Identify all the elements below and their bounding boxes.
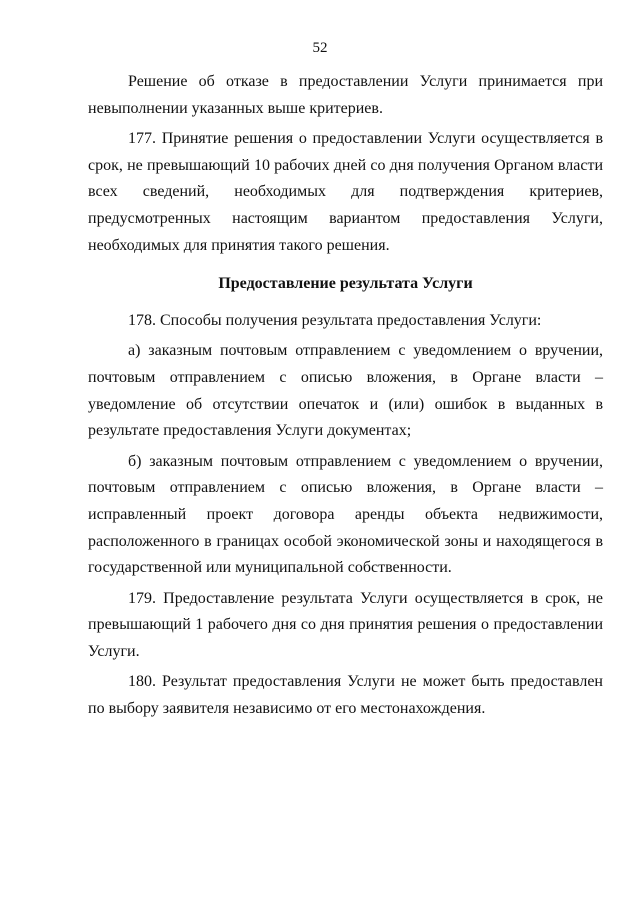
paragraph-177: 177. Принятие решения о предоставлении Услуги осуществляется в срок, не превышающий 10 рабочих дней со дня получения Органом власти всех сведений, необходимых для подтверждения критериев, предусмотренных настоящим вариантом предоставления Услуги, необходимых для принятия такого решения.	[88, 130, 603, 254]
paragraph-178: 178. Способы получения результата предоставления Услуги:	[128, 311, 542, 329]
page-number: 52	[312, 40, 328, 56]
paragraph-178-b: б) заказным почтовым отправлением с уведомлением о вручении, почтовым отправлением с описью вложения, в Органе власти – исправленный проект договора аренды объекта недвижимости, расположенного в границах особой экономической зоны и находящегося в государственной или муниципальной собственности.	[88, 452, 603, 577]
paragraph-refusal-decision: Решение об отказе в предоставлении Услуги принимается при невыполнении указанных выше критериев.	[88, 73, 603, 117]
paragraph-179: 179. Предоставление результата Услуги осуществляется в срок, не превышающий 1 рабочего дня со дня принятия решения о предоставлении Услуги.	[88, 589, 603, 660]
paragraph-178-a: а) заказным почтовым отправлением с уведомлением о вручении, почтовым отправлением с описью вложения, в Органе власти – уведомление об отсутствии опечаток и (или) ошибок в выданных в результате предоставления Услуги документах;	[88, 342, 603, 440]
document-body	[88, 69, 603, 727]
paragraph-180: 180. Результат предоставления Услуги не может быть предоставлен по выбору заявителя независимо от его местонахождения.	[88, 673, 603, 718]
section-heading: Предоставление результата Услуги	[218, 275, 473, 293]
